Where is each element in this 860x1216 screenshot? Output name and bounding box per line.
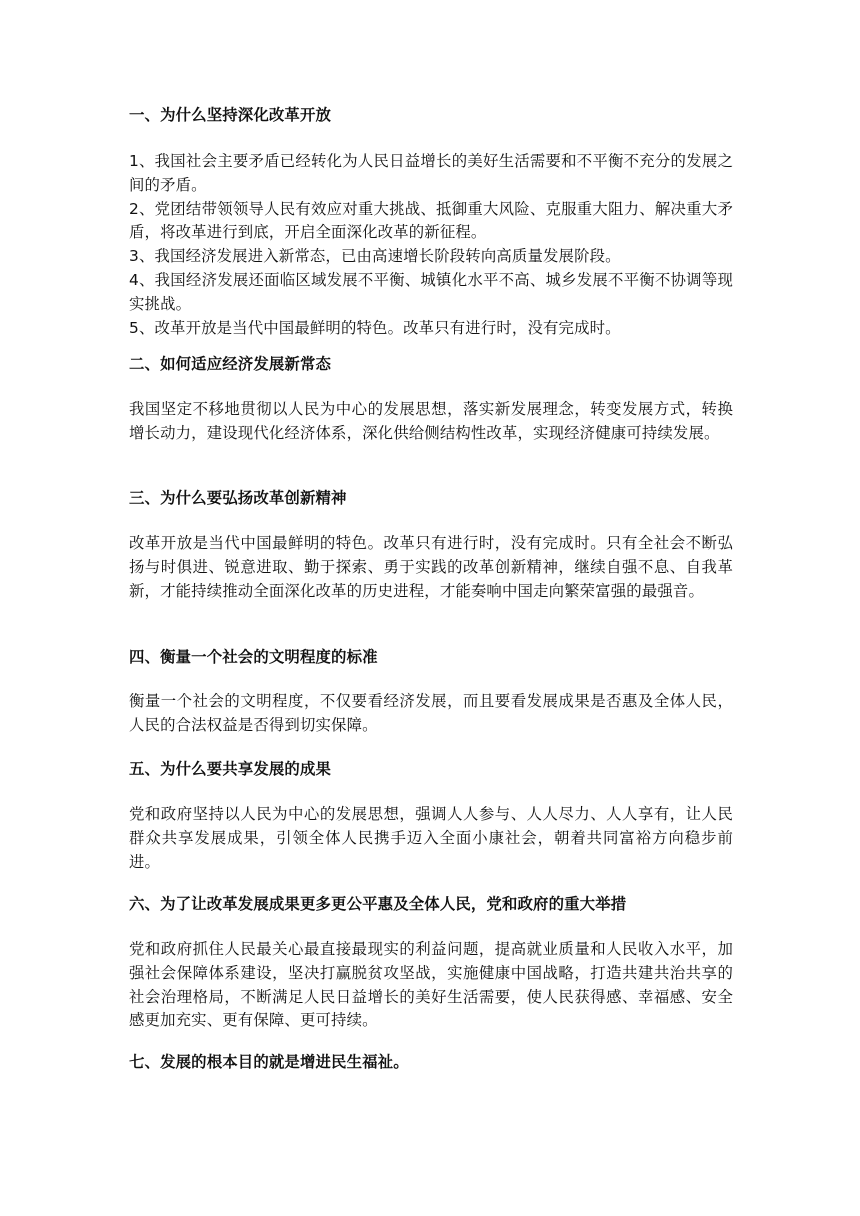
section-2-body: 我国坚定不移地贯彻以人民为中心的发展思想，落实新发展理念，转变发展方式，转换增长动力，建设现代化经济体系，深化供给侧结构性改革，实现经济健康可持续发展。 bbox=[129, 400, 733, 442]
section-5-heading: 五、为什么要共享发展的成果 bbox=[129, 760, 332, 778]
section-3-body: 改革开放是当代中国最鲜明的特色。改革只有进行时，没有完成时。只有全社会不断弘扬与时俱进、锐意进取、勤于探索、勇于实践的改革创新精神，继续自强不息、自我革新，才能持续推动全面深化改革的历史进程，才能奏响中国走向繁荣富强的最强音。 bbox=[129, 534, 733, 600]
section-3-heading: 三、为什么要弘扬改革创新精神 bbox=[129, 489, 347, 507]
section-2-heading: 二、如何适应经济发展新常态 bbox=[129, 355, 332, 373]
section-5-body: 党和政府坚持以人民为中心的发展思想，强调人人参与、人人尽力、人人享有，让人民群众共享发展成果，引领全体人民携手迈入全面小康社会，朝着共同富裕方向稳步前进。 bbox=[129, 805, 733, 871]
section-6-body: 党和政府抓住人民最关心最直接最现实的利益问题，提高就业质量和人民收入水平，加强社会保障体系建设，坚决打赢脱贫攻坚战，实施健康中国战略，打造共建共治共享的社会治理格局，不断满足人民日益增长的美好生活需要，使人民获得感、幸福感、安全感更加充实、更有保障、更可持续。 bbox=[129, 940, 733, 1030]
list-item: 3、我国经济发展进入新常态，已由高速增长阶段转向高质量发展阶段。 bbox=[129, 247, 621, 266]
list-item: 2、党团结带领领导人民有效应对重大挑战、抵御重大风险、克服重大阻力、解决重大矛盾，将改革进行到底，开启全面深化改革的新征程。 bbox=[129, 199, 733, 242]
section-7-heading: 七、发展的根本目的就是增进民生福祉。 bbox=[129, 1053, 409, 1071]
list-item: 1、我国社会主要矛盾已经转化为人民日益增长的美好生活需要和不平衡不充分的发展之间的矛盾。 bbox=[129, 152, 733, 194]
section-6-heading: 六、为了让改革发展成果更多更公平惠及全体人民，党和政府的重大举措 bbox=[129, 895, 627, 913]
list-item: 4、我国经济发展还面临区域发展不平衡、城镇化水平不高、城乡发展不平衡不协调等现实挑战。 bbox=[129, 270, 733, 313]
section-1-heading: 一、为什么坚持深化改革开放 bbox=[129, 106, 332, 124]
section-1-list bbox=[129, 150, 733, 340]
list-item: 5、改革开放是当代中国最鲜明的特色。改革只有进行时，没有完成时。 bbox=[129, 318, 621, 337]
section-4-body: 衡量一个社会的文明程度，不仅要看经济发展，而且要看发展成果是否惠及全体人民，人民的合法权益是否得到切实保障。 bbox=[129, 692, 733, 734]
section-4-heading: 四、衡量一个社会的文明程度的标准 bbox=[129, 648, 378, 666]
